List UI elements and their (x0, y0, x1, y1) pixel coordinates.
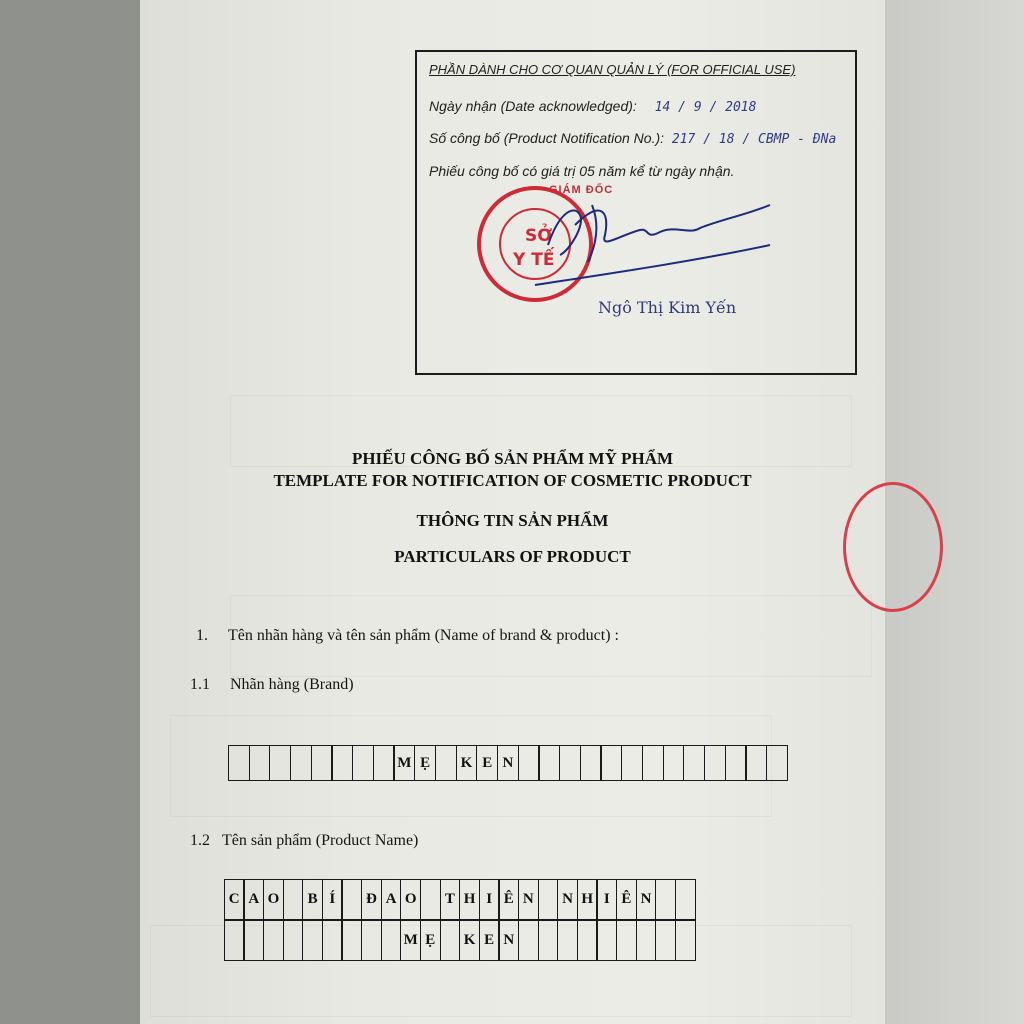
letter-box (311, 745, 333, 781)
date-acknowledged-label: Ngày nhận (Date acknowledged): (429, 98, 637, 114)
letter-box (228, 745, 250, 781)
seal-line-2: Y TẾ (513, 250, 555, 270)
letter-box (302, 920, 323, 961)
letter-box (243, 920, 264, 961)
brand-label: Nhãn hàng (Brand) (230, 676, 354, 693)
letter-box (663, 745, 685, 781)
product-label: Tên sản phẩm (Product Name) (222, 832, 419, 849)
letter-box: M (393, 745, 415, 781)
letter-box (381, 920, 402, 961)
seal-line-1: SỞ (525, 226, 553, 246)
letter-box (518, 745, 540, 781)
letter-box (745, 745, 767, 781)
signer-name: Ngô Thị Kim Yến (598, 298, 737, 317)
letter-box: H (577, 879, 598, 920)
title-en: TEMPLATE FOR NOTIFICATION OF COSMETIC PRODUCT (273, 471, 752, 490)
product-grid-row-1 (225, 879, 696, 920)
letter-box (616, 920, 637, 961)
subtitle-vi: THÔNG TIN SẢN PHẨM (416, 511, 609, 530)
official-use-header: PHẦN DÀNH CHO CƠ QUAN QUẢN LÝ (FOR OFFICIAL USE) (429, 62, 796, 77)
letter-box: Ê (498, 879, 519, 920)
letter-box (766, 745, 788, 781)
letter-box (373, 745, 395, 781)
validity-note: Phiếu công bố có giá trị 05 năm kể từ ngày nhận. (429, 163, 735, 179)
letter-box: N (518, 879, 539, 920)
product-grid-row-2 (225, 920, 696, 961)
letter-box: I (596, 879, 617, 920)
letter-box: E (479, 920, 500, 961)
letter-box (655, 920, 676, 961)
section-1-number: 1. (196, 627, 208, 644)
letter-box (580, 745, 602, 781)
letter-box (675, 879, 696, 920)
letter-box (435, 745, 457, 781)
letter-box (283, 879, 304, 920)
letter-box (683, 745, 705, 781)
letter-box (557, 920, 578, 961)
letter-box (636, 920, 657, 961)
letter-box: E (476, 745, 498, 781)
letter-box: K (456, 745, 478, 781)
letter-box: Đ (361, 879, 382, 920)
letter-box (249, 745, 271, 781)
letter-box: A (381, 879, 402, 920)
letter-box (263, 920, 284, 961)
section-1-label: Tên nhãn hàng và tên sản phẩm (Name of brand & product) : (228, 627, 619, 644)
letter-box: A (243, 879, 264, 920)
letter-box: B (302, 879, 323, 920)
letter-box: H (459, 879, 480, 920)
letter-box (559, 745, 581, 781)
letter-box: N (636, 879, 657, 920)
letter-box (596, 920, 617, 961)
letter-box (322, 920, 343, 961)
letter-box: Í (322, 879, 343, 920)
letter-box (518, 920, 539, 961)
notification-number-value: 217 / 18 / CBMP - ĐNa (671, 132, 837, 147)
letter-box: I (479, 879, 500, 920)
letter-box (725, 745, 747, 781)
letter-box: T (440, 879, 461, 920)
signer-title: GIÁM ĐỐC (549, 184, 614, 196)
letter-box (352, 745, 374, 781)
letter-box (283, 920, 304, 961)
letter-box: M (400, 920, 421, 961)
letter-box (538, 745, 560, 781)
letter-box: K (459, 920, 480, 961)
letter-box (361, 920, 382, 961)
letter-box: Ẹ (420, 920, 441, 961)
letter-box (577, 920, 598, 961)
letter-box: O (400, 879, 421, 920)
letter-box: C (224, 879, 245, 920)
letter-box: Ẹ (414, 745, 436, 781)
letter-box (420, 879, 441, 920)
letter-box (440, 920, 461, 961)
letter-box (269, 745, 291, 781)
letter-box: N (498, 920, 519, 961)
letter-box (290, 745, 312, 781)
letter-box (655, 879, 676, 920)
letter-box: O (263, 879, 284, 920)
letter-box (675, 920, 696, 961)
letter-box: N (557, 879, 578, 920)
letter-box (538, 879, 559, 920)
brand-grid (229, 745, 788, 781)
letter-box (704, 745, 726, 781)
letter-box (642, 745, 664, 781)
letter-box (224, 920, 245, 961)
letter-box (331, 745, 353, 781)
letter-box (538, 920, 559, 961)
letter-box (341, 920, 362, 961)
date-acknowledged-value: 14 / 9 / 2018 (654, 100, 757, 115)
product-number: 1.2 (190, 832, 210, 849)
brand-number: 1.1 (190, 676, 210, 693)
letter-box (600, 745, 622, 781)
subtitle-en: PARTICULARS OF PRODUCT (394, 547, 631, 566)
letter-box: Ê (616, 879, 637, 920)
title-vi: PHIẾU CÔNG BỐ SẢN PHẨM MỸ PHẨM (351, 449, 674, 468)
letter-box (621, 745, 643, 781)
letter-box (341, 879, 362, 920)
letter-box: N (497, 745, 519, 781)
notification-number-label: Số công bố (Product Notification No.): (429, 130, 665, 146)
